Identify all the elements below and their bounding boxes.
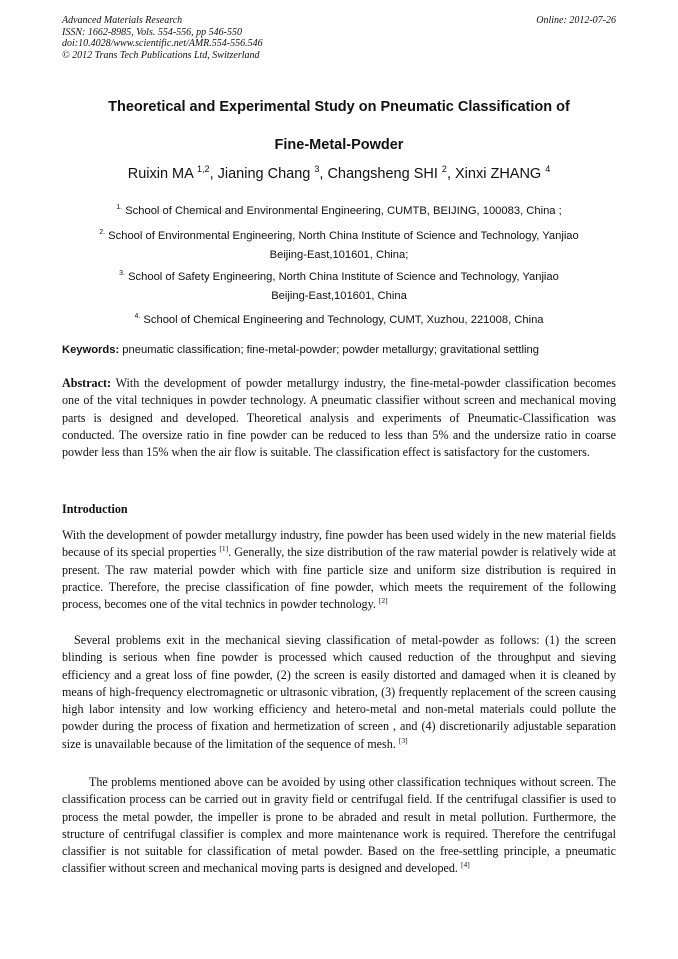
author-name: Changsheng SHI xyxy=(327,166,438,182)
intro-paragraph-1 xyxy=(62,527,616,613)
affiliation-1 xyxy=(62,202,616,221)
affiliation-4 xyxy=(62,311,616,330)
author-name: Ruixin MA xyxy=(127,166,194,182)
author-affiliation-mark: 1,2 xyxy=(197,164,210,174)
citation-ref: [1] xyxy=(219,544,229,554)
journal-header xyxy=(62,15,616,61)
title-line-1: Theoretical and Experimental Study on Pneumatic Classification of xyxy=(108,99,570,115)
affiliation-text-continued: Beijing-East,101601, China xyxy=(271,289,407,302)
section-heading-introduction: Introduction xyxy=(62,502,128,516)
keywords-label: Keywords: xyxy=(62,344,120,356)
author-name: Jianing Chang xyxy=(217,166,311,182)
intro-paragraph-3 xyxy=(62,774,616,878)
intro-p1-text-cont: . Generally, the size distribution of the raw material powder is relatively wide at present. The raw material powder which with fine particle size and uniform size distribution is required in practice. Therefore, the precise classification of fine powder, which meets the requirement of the following process, becomes one of the vital technics in powder technology. xyxy=(62,545,617,612)
affiliation-3 xyxy=(62,268,616,305)
keywords xyxy=(62,342,622,358)
abstract-label: Abstract: xyxy=(62,376,112,390)
affiliation-mark: 1. xyxy=(116,204,123,211)
abstract xyxy=(62,375,616,461)
citation-ref: [2] xyxy=(378,596,388,606)
title-line-2: Fine-Metal-Powder xyxy=(274,137,404,153)
affiliation-text: School of Safety Engineering, North China Institute of Science and Technology, Yanjiao xyxy=(128,271,559,283)
intro-p3-text: The problems mentioned above can be avoided by using other classification techniques without screen. The classification process can be carried out in gravity field or centrifugal field. If the centrifugal classifier is used to process the metal powder, the impeller is prone to be abraded and result in metal pollution. Furthermore, the structure of centrifugal classifier is complex and more maintenance work is required. Therefore the centrifugal classifier is not suitable for classification of metal powder. Based on the free-settling principle, a pneumatic classifier without screen and mechanical moving parts is designed and developed. xyxy=(62,775,616,876)
affiliation-text: School of Environmental Engineering, North China Institute of Science and Technology, Yanjiao xyxy=(108,230,579,242)
doi-line: doi:10.4028/www.scientific.net/AMR.554-556.546 xyxy=(62,38,263,49)
issn-line: ISSN: 1662-8985, Vols. 554-556, pp 546-550 xyxy=(62,26,242,38)
keywords-text: pneumatic classification; fine-metal-powder; powder metallurgy; gravitational settling xyxy=(119,344,539,356)
author-affiliation-mark: 2 xyxy=(441,164,447,174)
author-affiliation-mark: 4 xyxy=(545,164,551,174)
intro-p2-text: Several problems exit in the mechanical sieving classification of metal-powder as follows: (1) the screen blinding is serious when fine powder is processed which caused reduction of the throughput and sieving efficiency and a great loss of fine powder, (2) the screen is easily distorted and damaged when it is cleaned by means of high-frequency electromagnetic or ultrasonic vibration, (3) frequently replacement of the screen causing high labor intensity and low working efficiency and hetero-metal and non-metal materials could pollute the powder during the process of fixation and hermetization of screen , and (4) discretionarily adjustable separation size is unavailable because of the limitation of the sequence of mesh. xyxy=(62,633,616,751)
author-list: Ruixin MA $^{1,2}$, Jianing Chang $^3$, Changsheng SHI $^2$, Xinxi ZHANG $^4$ xyxy=(127,164,551,182)
paper-title xyxy=(40,88,638,164)
journal-name: Advanced Materials Research xyxy=(62,15,183,26)
affiliation-2 xyxy=(62,227,616,264)
affiliation-mark: 4. xyxy=(134,313,141,320)
abstract-text: With the development of powder metallurgy industry, the fine-metal-powder classification becomes one of the vital techniques in powder technology. A pneumatic classifier without screen and mechanical moving parts is designed and developed. Theoretical analysis and experiments of Pneumatic-Classification was conducted. The oversize ratio in fine powder can be reduced to less than 5% and the undersize ratio in coarse powder less than 15% when the air flow is suitable. The classification effect is satisfactory for the customers. xyxy=(62,376,616,460)
citation-ref: [3] xyxy=(398,735,408,745)
author-name: Xinxi ZHANG xyxy=(455,166,542,182)
author-affiliation-mark: 3 xyxy=(314,164,320,174)
online-date: Online: 2012-07-26 xyxy=(536,15,616,26)
intro-p1-text: With the development of powder metallurgy industry, fine powder has been used widely in the new material fields because of its special properties xyxy=(62,528,616,560)
affiliation-mark: 3. xyxy=(119,270,125,277)
affiliation-text: School of Chemical and Environmental Engineering, CUMTB, BEIJING, 100083, China ; xyxy=(125,205,562,217)
affiliation-text-continued: Beijing-East,101601, China; xyxy=(269,248,409,261)
copyright-line: © 2012 Trans Tech Publications Ltd, Switzerland xyxy=(62,49,260,61)
intro-paragraph-2 xyxy=(62,632,616,753)
affiliation-mark: 2. xyxy=(99,229,106,236)
affiliation-text: School of Chemical Engineering and Technology, CUMT, Xuzhou, 221008, China xyxy=(143,314,544,326)
citation-ref: [4] xyxy=(460,860,470,870)
